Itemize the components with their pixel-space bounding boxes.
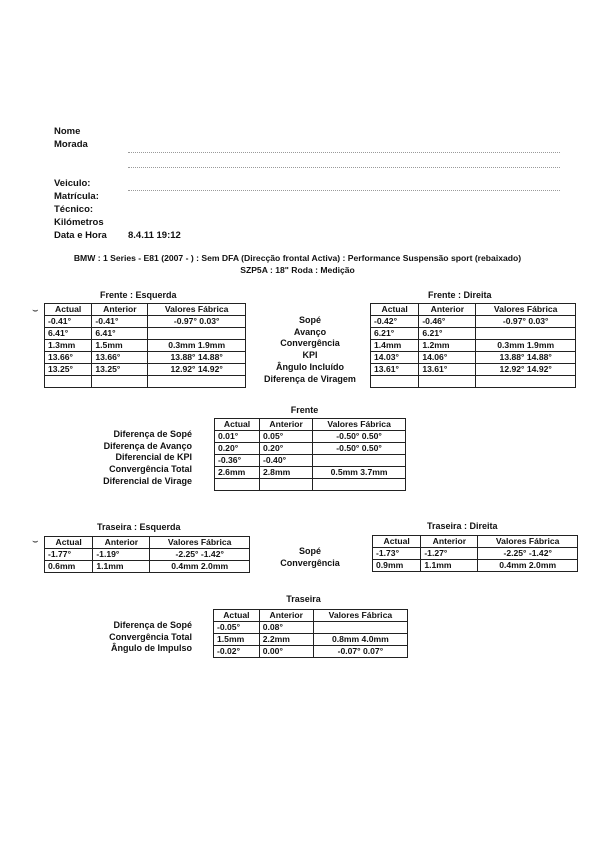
rear-left-table <box>44 536 250 573</box>
cell-actual: -0.42° <box>371 316 419 328</box>
table-row <box>371 316 576 328</box>
rear-diff-labels <box>84 620 192 655</box>
col-actual: Actual <box>45 304 92 316</box>
rear-diff-table <box>213 609 408 658</box>
field-label: Morada <box>54 139 88 150</box>
table-row <box>373 560 578 572</box>
cell-anterior: -0.40° <box>260 455 313 467</box>
cell-actual: 1.4mm <box>371 340 419 352</box>
cell-fabrica: 0.5mm 3.7mm <box>313 467 406 479</box>
cell-anterior: 13.66° <box>92 352 148 364</box>
table-row <box>215 431 406 443</box>
front-left-table <box>44 303 246 388</box>
col-actual: Actual <box>214 610 260 622</box>
rear-right-body <box>373 548 578 572</box>
cell-anterior: 13.61° <box>419 364 476 376</box>
col-actual: Actual <box>45 537 93 549</box>
table-row <box>215 479 406 491</box>
front-left-body <box>45 316 246 388</box>
row-label: Diferença de Viragem <box>264 373 356 384</box>
cell-actual: 0.6mm <box>45 561 93 573</box>
cell-anterior <box>419 376 476 388</box>
cell-actual: 13.66° <box>45 352 92 364</box>
cell-actual: 0.01° <box>215 431 260 443</box>
cell-actual <box>215 479 260 491</box>
row-label: Diferencial de KPI <box>115 452 192 463</box>
cell-anterior: 1.1mm <box>93 561 150 573</box>
table-header-row <box>45 537 250 549</box>
table-row <box>215 467 406 479</box>
field-data-hora <box>54 229 107 242</box>
row-label: Sopé <box>298 546 321 556</box>
cell-fabrica: 0.3mm 1.9mm <box>148 340 246 352</box>
cell-actual: 1.3mm <box>45 340 92 352</box>
col-fabrica: Valores Fábrica <box>478 536 578 548</box>
rear-right-table <box>372 535 578 572</box>
cell-anterior: 0.08° <box>259 622 313 634</box>
table-row <box>45 340 246 352</box>
table-header-row <box>373 536 578 548</box>
cell-actual: -1.77° <box>45 549 93 561</box>
cell-fabrica: 13.88° 14.88° <box>148 352 246 364</box>
cell-actual: -0.02° <box>214 646 260 658</box>
field-veiculo <box>54 177 107 190</box>
cell-anterior: 0.00° <box>259 646 313 658</box>
row-label: Convergência <box>280 338 340 349</box>
field-morada <box>54 138 88 151</box>
table-row <box>45 561 250 573</box>
col-anterior: Anterior <box>259 610 313 622</box>
row-label: Diferencial de Virage <box>103 475 192 486</box>
cell-anterior: -1.19° <box>93 549 150 561</box>
row-label: Ângulo de Impulso <box>111 643 192 654</box>
table-row <box>214 622 408 634</box>
cell-fabrica <box>148 328 246 340</box>
front-diff-body <box>215 431 406 491</box>
cell-actual: 1.5mm <box>214 634 260 646</box>
rear-left-title: Traseira : Esquerda <box>97 522 181 532</box>
table-header-row <box>214 610 408 622</box>
cell-anterior: 1.1mm <box>421 560 478 572</box>
front-right-table <box>370 303 576 388</box>
cell-anterior: 6.41° <box>92 328 148 340</box>
cell-fabrica: -0.97° 0.03° <box>476 316 576 328</box>
cell-actual: 13.61° <box>371 364 419 376</box>
table-header-row <box>45 304 246 316</box>
cell-fabrica <box>313 622 407 634</box>
front-right-body <box>371 316 576 388</box>
cell-anterior: 13.25° <box>92 364 148 376</box>
table-row <box>371 376 576 388</box>
table-row <box>371 352 576 364</box>
col-anterior: Anterior <box>93 537 150 549</box>
field-label: Matrícula: <box>54 191 99 202</box>
cell-anterior: 2.8mm <box>260 467 313 479</box>
table-row <box>371 364 576 376</box>
table-row <box>215 443 406 455</box>
row-label: Avanço <box>293 326 327 337</box>
cell-actual: -0.41° <box>45 316 92 328</box>
front-left-title: Frente : Esquerda <box>100 290 177 300</box>
cell-actual: 6.21° <box>371 328 419 340</box>
cell-anterior: -0.46° <box>419 316 476 328</box>
front-diff-table <box>214 418 406 491</box>
morada-line-1 <box>128 152 560 153</box>
field-matricula <box>54 190 107 203</box>
cell-fabrica: -0.50° 0.50° <box>313 443 406 455</box>
cell-fabrica: -0.07° 0.07° <box>313 646 407 658</box>
col-fabrica: Valores Fábrica <box>313 419 406 431</box>
cell-actual <box>45 376 92 388</box>
col-actual: Actual <box>373 536 421 548</box>
rear-right-title: Traseira : Direita <box>427 521 498 531</box>
tick-mark: ⌣ <box>32 536 39 547</box>
table-header-row <box>371 304 576 316</box>
front-labels <box>250 315 370 385</box>
table-header-row <box>215 419 406 431</box>
cell-fabrica <box>313 479 406 491</box>
table-row <box>45 549 250 561</box>
table-row <box>215 455 406 467</box>
cell-anterior: 1.2mm <box>419 340 476 352</box>
cell-anterior: 6.21° <box>419 328 476 340</box>
cell-fabrica: 0.4mm 2.0mm <box>150 561 250 573</box>
cell-actual: 6.41° <box>45 328 92 340</box>
cell-fabrica: -0.50° 0.50° <box>313 431 406 443</box>
cell-anterior: 14.06° <box>419 352 476 364</box>
field-nome <box>54 125 88 138</box>
col-anterior: Anterior <box>260 419 313 431</box>
cell-actual: 0.9mm <box>373 560 421 572</box>
row-label: Convergência Total <box>109 464 192 475</box>
cell-anterior <box>92 376 148 388</box>
row-label: KPI <box>302 350 318 361</box>
cell-actual: -0.05° <box>214 622 260 634</box>
col-fabrica: Valores Fábrica <box>148 304 246 316</box>
col-actual: Actual <box>215 419 260 431</box>
cell-fabrica: -2.25° -1.42° <box>478 548 578 560</box>
col-actual: Actual <box>371 304 419 316</box>
cell-anterior: 0.20° <box>260 443 313 455</box>
cell-fabrica: 0.8mm 4.0mm <box>313 634 407 646</box>
veiculo-line <box>128 190 560 191</box>
table-row <box>45 316 246 328</box>
cell-actual: -1.73° <box>373 548 421 560</box>
cell-actual: 2.6mm <box>215 467 260 479</box>
row-label: Diferença de Sopé <box>113 620 192 630</box>
cell-fabrica: 13.88° 14.88° <box>476 352 576 364</box>
cell-anterior: 2.2mm <box>259 634 313 646</box>
front-diff-title: Frente <box>290 405 319 415</box>
cell-actual: 13.25° <box>45 364 92 376</box>
row-label: Sopé <box>298 315 321 325</box>
cell-anterior: -1.27° <box>421 548 478 560</box>
table-row <box>45 376 246 388</box>
cell-fabrica <box>476 328 576 340</box>
cell-fabrica: 12.92° 14.92° <box>148 364 246 376</box>
header-fields <box>54 125 88 151</box>
table-row <box>45 352 246 364</box>
tick-mark: ⌣ <box>32 305 39 316</box>
header-fields-2 <box>54 177 107 242</box>
rear-left-body <box>45 549 250 573</box>
vehicle-line-1: BMW : 1 Series - E81 (2007 - ) : Sem DFA (Direcção frontal Activa) : Performance Suspensão sport (rebaixado) <box>73 253 522 263</box>
col-anterior: Anterior <box>92 304 148 316</box>
table-row <box>373 548 578 560</box>
rear-diff-title: Traseira <box>286 594 321 604</box>
cell-fabrica: -2.25° -1.42° <box>150 549 250 561</box>
field-kilometros <box>54 216 107 229</box>
cell-fabrica: 0.3mm 1.9mm <box>476 340 576 352</box>
col-anterior: Anterior <box>421 536 478 548</box>
cell-fabrica <box>476 376 576 388</box>
row-label: Convergência <box>280 557 340 568</box>
field-label: Data e Hora <box>54 230 107 241</box>
cell-fabrica <box>148 376 246 388</box>
cell-fabrica <box>313 455 406 467</box>
rear-diff-body <box>214 622 408 658</box>
table-row <box>214 634 408 646</box>
field-label: Nome <box>54 126 81 137</box>
table-row <box>214 646 408 658</box>
cell-anterior: -0.41° <box>92 316 148 328</box>
cell-anterior <box>260 479 313 491</box>
table-row <box>45 328 246 340</box>
row-label: Diferença de Avanço <box>103 440 192 451</box>
cell-actual <box>371 376 419 388</box>
vehicle-line-2: SZP5A : 18" Roda : Medição <box>240 265 355 275</box>
cell-anterior: 0.05° <box>260 431 313 443</box>
cell-fabrica: 12.92° 14.92° <box>476 364 576 376</box>
field-label: Kilómetros <box>54 217 104 228</box>
row-label: Convergência Total <box>109 631 192 642</box>
cell-actual: 0.20° <box>215 443 260 455</box>
field-tecnico <box>54 203 107 216</box>
col-fabrica: Valores Fábrica <box>313 610 407 622</box>
cell-actual: 14.03° <box>371 352 419 364</box>
cell-fabrica: -0.97° 0.03° <box>148 316 246 328</box>
col-fabrica: Valores Fábrica <box>476 304 576 316</box>
field-label: Técnico: <box>54 204 94 215</box>
table-row <box>45 364 246 376</box>
field-label: Veiculo: <box>54 178 91 189</box>
front-diff-labels <box>80 429 192 488</box>
date-value: 8.4.11 19:12 <box>128 230 181 241</box>
row-label: Diferença de Sopé <box>113 429 192 439</box>
cell-anterior: 1.5mm <box>92 340 148 352</box>
table-row <box>371 340 576 352</box>
row-label: Ângulo Incluído <box>276 361 344 372</box>
table-row <box>371 328 576 340</box>
rear-labels <box>250 546 370 569</box>
cell-fabrica: 0.4mm 2.0mm <box>478 560 578 572</box>
cell-actual: -0.36° <box>215 455 260 467</box>
front-right-title: Frente : Direita <box>428 290 492 300</box>
col-fabrica: Valores Fábrica <box>150 537 250 549</box>
morada-line-2 <box>128 167 560 168</box>
col-anterior: Anterior <box>419 304 476 316</box>
